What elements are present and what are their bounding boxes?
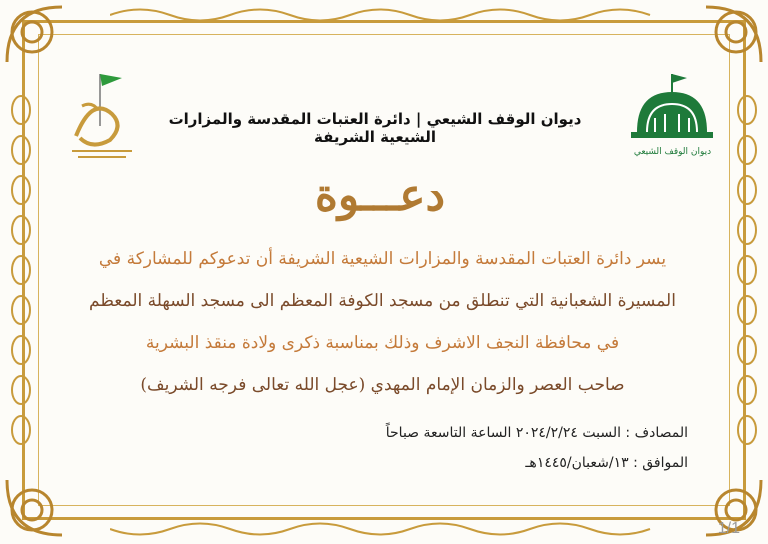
dome-flag-logo-icon [625,70,720,160]
header-organization: ديوان الوقف الشيعي | دائرة العتبات المقدسة والمزارات الشيعية الشريفة [168,110,582,146]
logo-caption: ديوان الوقف الشيعي [633,147,712,157]
event-hijri-date: الموافق : ١٣/شعبان/١٤٤٥هـ [525,455,688,471]
corner-ornament-bottom-left [2,470,72,540]
body-line-4: صاحب العصر والزمان الإمام المهدي (عجل الله تعالى فرجه الشريف) [140,375,625,395]
corner-ornament-top-right [696,2,766,72]
top-border-ornament [110,4,660,26]
event-details [386,418,688,478]
invitation-title: دعـــوة [314,170,446,221]
left-border-ornament [6,90,36,450]
invitation-body [70,238,695,406]
right-border-ornament [732,90,762,450]
shrine-calligraphy-logo-icon [62,66,142,166]
bottom-border-ornament [110,518,660,540]
body-line-2: المسيرة الشعبانية التي تنطلق من مسجد الكوفة المعظم الى مسجد السهلة المعظم [89,291,676,311]
event-date: المصادف : السبت ٢٠٢٤/٢/٢٤ الساعة التاسعة صباحاً [385,425,688,441]
page-indicator: 1/1 [717,520,740,537]
body-line-3: في محافظة النجف الاشرف وذلك بمناسبة ذكرى ولادة منقذ البشرية [145,333,620,353]
corner-ornament-top-left [2,2,72,72]
body-line-1: يسر دائرة العتبات المقدسة والمزارات الشيعية الشريفة أن تدعوكم للمشاركة في [98,249,667,269]
